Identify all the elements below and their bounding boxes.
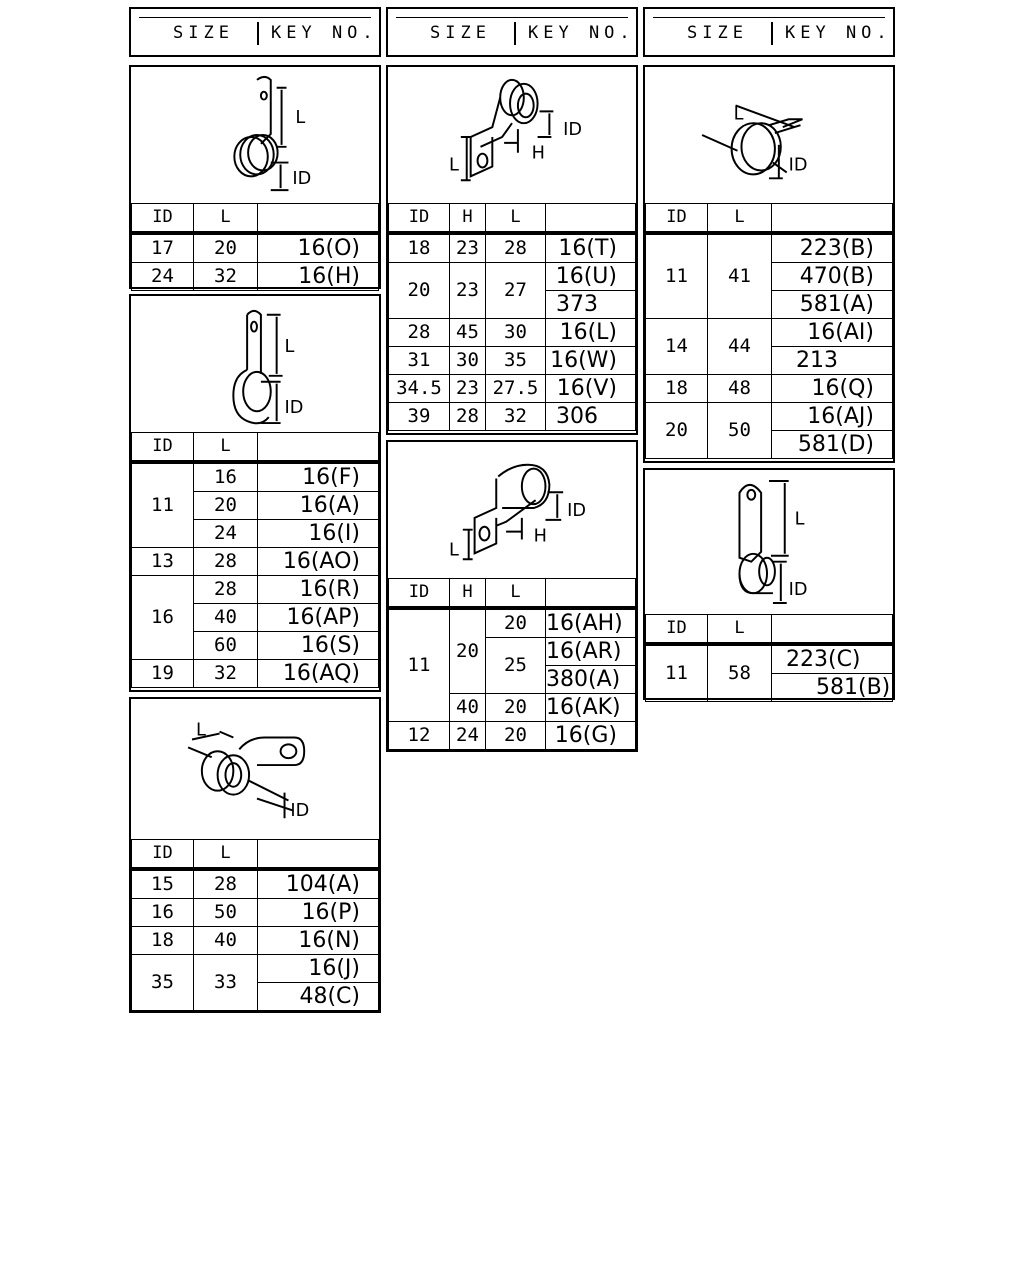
dim-id: ID [292,169,312,190]
table-cell: 380(A) [546,666,636,694]
dim-id: ID [788,155,808,176]
table-cell [772,615,893,645]
clip-group-5 [386,440,638,752]
table-row [646,644,893,674]
table-cell: 50 [708,403,772,459]
table-cell: 28 [194,548,258,576]
table-row [389,233,636,263]
dim-h: H [533,526,547,547]
table-cell: 28 [486,233,546,263]
table-cell: 40 [450,694,486,722]
table-cell: 16(AJ) [772,403,893,431]
table-cell: 306 [546,403,636,431]
dim-l: L [449,155,459,176]
table-cell: ID [646,204,708,234]
table-cell: 16(R) [258,576,379,604]
table-cell: 16(AO) [258,548,379,576]
table-row [132,233,379,263]
table-cell: 23 [450,375,486,403]
clip-group-2 [129,294,381,692]
table-cell: 27.5 [486,375,546,403]
table-cell: 20 [194,492,258,520]
clip-group-6 [643,65,895,463]
table-cell: 16(O) [258,233,379,263]
table-cell: 16(AI) [772,319,893,347]
table-cell: 16(V) [546,375,636,403]
table-cell: 20 [194,233,258,263]
table-row [389,403,636,431]
table-cell: 28 [194,576,258,604]
table-cell [546,579,636,609]
table-cell: 28 [450,403,486,431]
table-cell: 20 [486,722,546,750]
key-no-label: KEY NO. [785,23,892,43]
table-cell: ID [389,579,450,609]
table-cell [258,840,379,870]
table-row [389,608,636,638]
table-cell: L [708,204,772,234]
size-label: SIZE [173,23,234,43]
clip-illustration [131,67,379,203]
dim-l: L [195,720,206,741]
table-cell: 50 [194,899,258,927]
table-row [646,375,893,403]
table-cell: 28 [194,869,258,899]
table-cell: 16(AQ) [258,660,379,688]
table-cell: 45 [450,319,486,347]
dim-id: ID [290,801,310,822]
table-cell: 18 [646,375,708,403]
table-cell: 40 [194,604,258,632]
dim-id: ID [788,580,808,601]
table-row [132,899,379,927]
table-row [132,462,379,492]
table-cell: 58 [708,644,772,702]
table-cell [546,204,636,234]
table-cell [258,433,379,463]
table-cell: 44 [708,319,772,375]
table-row [389,375,636,403]
size-label: SIZE [687,23,748,43]
table-cell: 20 [450,608,486,694]
table-cell: 213 [772,347,893,375]
col-l: L [194,204,258,234]
table-cell: 20 [646,403,708,459]
table-cell: 16(A) [258,492,379,520]
table-cell: 16(J) [258,955,379,983]
table-cell: ID [646,615,708,645]
table-row [389,263,636,291]
table-cell: 48(C) [258,983,379,1011]
table-cell: 11 [389,608,450,722]
table-cell: 16(P) [258,899,379,927]
table-cell: 24 [194,520,258,548]
table-cell: 33 [194,955,258,1011]
table-cell: L [194,433,258,463]
table-row [646,319,893,347]
table-cell: 16(S) [258,632,379,660]
dim-id: ID [284,398,304,419]
table-cell: 15 [132,869,194,899]
table-cell: ID [132,433,194,463]
table-cell: 20 [389,263,450,319]
table-cell: 104(A) [258,869,379,899]
table-row [389,319,636,347]
table-cell: 11 [132,462,194,548]
col-id: ID [132,204,194,234]
header-col3 [643,7,895,57]
table-cell: 16(F) [258,462,379,492]
clip-illustration [388,67,636,203]
key-no-label: KEY NO. [528,23,635,43]
table-cell: L [708,615,772,645]
table-cell: 39 [389,403,450,431]
table-cell: 16(Q) [772,375,893,403]
table-cell: 16(W) [546,347,636,375]
table-cell: 32 [194,263,258,291]
table-cell: 31 [389,347,450,375]
clip-illustration [645,67,893,203]
table-cell: 24 [132,263,194,291]
table-row [132,660,379,688]
table-cell: 17 [132,233,194,263]
table-cell: 470(B) [772,263,893,291]
table-cell: 18 [389,233,450,263]
table-cell: ID [132,840,194,870]
clip-group-7 [643,468,895,700]
table-cell: 32 [194,660,258,688]
table-cell: 11 [646,233,708,319]
table-cell [258,204,379,234]
table-cell: L [194,840,258,870]
table-cell: L [486,579,546,609]
table-row [132,927,379,955]
table-row [389,347,636,375]
table-row [132,955,379,983]
table-cell: 11 [646,644,708,702]
table-cell: H [450,204,486,234]
table-cell: 48 [708,375,772,403]
dim-l: L [295,108,306,129]
table-cell: 373 [546,291,636,319]
table-cell: 16(AK) [546,694,636,722]
table-cell: 60 [194,632,258,660]
table-cell: 14 [646,319,708,375]
dim-l: L [733,104,744,125]
table-cell: 581(D) [772,431,893,459]
table-row [132,576,379,604]
size-label: SIZE [430,23,491,43]
table-cell: 20 [486,694,546,722]
table-cell: 32 [486,403,546,431]
table-cell: 16(AH) [546,608,636,638]
table-cell: 581(A) [772,291,893,319]
table-cell: ID [389,204,450,234]
table-cell: 20 [486,608,546,638]
table-row [389,722,636,750]
table-cell: 27 [486,263,546,319]
dim-l: L [794,509,805,530]
dim-l: L [284,337,295,358]
clip-group-3 [129,697,381,1013]
table-cell: 40 [194,927,258,955]
clip-illustration [388,442,636,578]
dim-l: L [449,540,459,561]
clip-group-4 [386,65,638,435]
table-cell: 35 [132,955,194,1011]
table-cell: 23 [450,263,486,319]
table-cell: 28 [389,319,450,347]
table-cell: 16 [132,576,194,660]
table-cell: 16(I) [258,520,379,548]
header-col2 [386,7,638,57]
table-cell: 23 [450,233,486,263]
table-cell: L [486,204,546,234]
table-cell: 16(T) [546,233,636,263]
clip-group-1 [129,65,381,289]
table-cell: 16(G) [546,722,636,750]
table-row [132,869,379,899]
table-cell: 18 [132,927,194,955]
key-no-label: KEY NO. [271,23,378,43]
table-cell: H [450,579,486,609]
clip-illustration [131,296,379,432]
table-row [132,263,379,291]
table-cell: 16(AP) [258,604,379,632]
table-row [132,548,379,576]
table-cell: 16(U) [546,263,636,291]
dim-id: ID [567,500,586,521]
table-cell: 223(B) [772,233,893,263]
header-col1 [129,7,381,57]
table-cell: 16(H) [258,263,379,291]
table-cell: 16(AR) [546,638,636,666]
table-cell: 41 [708,233,772,319]
table-row [646,403,893,431]
dim-h: H [531,143,545,164]
clip-illustration [645,470,893,614]
table-cell: 16 [132,899,194,927]
table-cell: 16 [194,462,258,492]
table-cell: 581(B) [772,674,893,702]
table-cell: 30 [450,347,486,375]
table-cell: 16(L) [546,319,636,347]
table-cell: 30 [486,319,546,347]
table-cell: 223(C) [772,644,893,674]
table-cell: 24 [450,722,486,750]
table-cell: 25 [486,638,546,694]
table-cell [772,204,893,234]
table-row [646,233,893,263]
table-cell: 19 [132,660,194,688]
table-cell: 13 [132,548,194,576]
table-cell: 34.5 [389,375,450,403]
table-cell: 16(N) [258,927,379,955]
dim-id: ID [563,120,583,140]
table-cell: 12 [389,722,450,750]
table-cell: 35 [486,347,546,375]
clip-illustration [131,699,379,839]
